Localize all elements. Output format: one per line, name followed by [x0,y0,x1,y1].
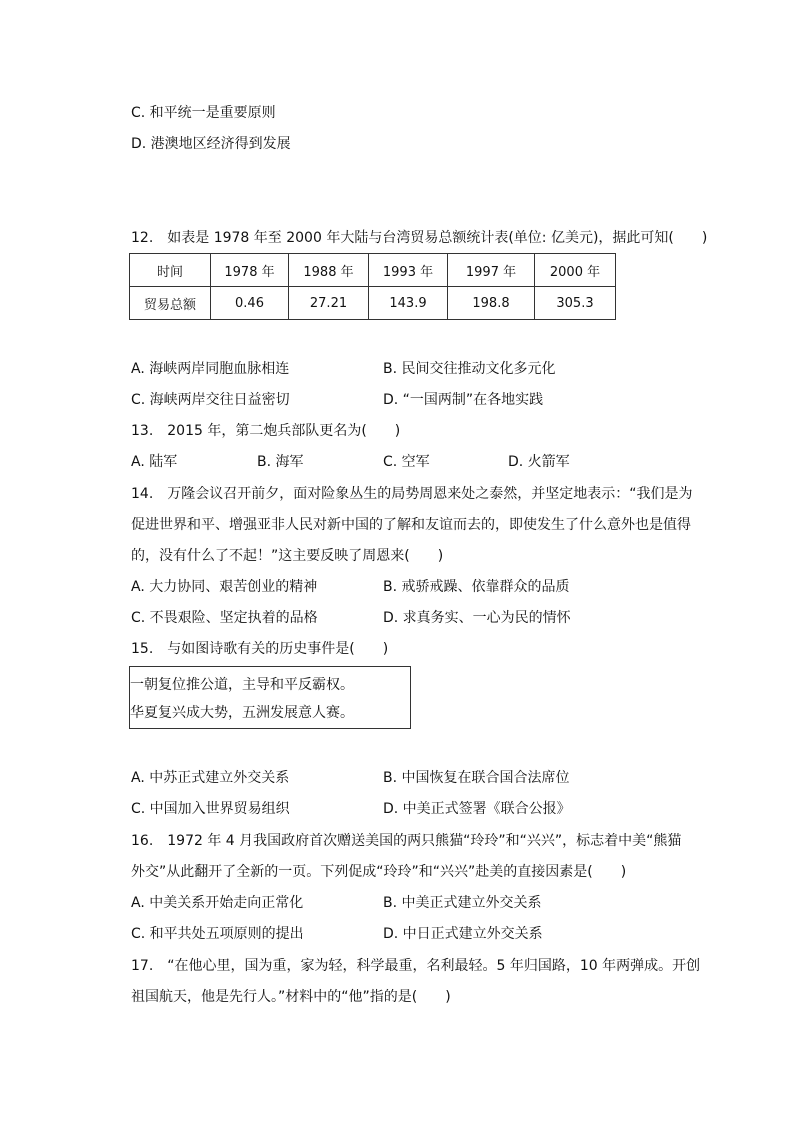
q16-option-a: A. 中美关系开始走向正常化 [131,895,304,911]
q13-option-a: A. 陆军 [131,454,178,470]
table-row [130,287,616,320]
table-header-cell: 1988 年 [289,254,369,287]
q13-option-c: C. 空军 [383,454,430,470]
table-header-cell: 1978 年 [211,254,289,287]
q12-stem: 12. 如表是 1978 年至 2000 年大陆与台湾贸易总额统计表(单位: 亿美元)，据此可知( ) [131,230,708,246]
q14-option-c: C. 不畏艰险、坚定执着的品格 [131,610,318,626]
q14-stem-line3: 的，没有什么了不起！”这主要反映了周恩来( ) [131,548,444,564]
q12-option-a: A. 海峡两岸同胞血脉相连 [131,361,290,377]
table-cell: 贸易总额 [130,287,211,320]
q15-option-c: C. 中国加入世界贸易组织 [131,801,290,817]
q14-option-d: D. 求真务实、一心为民的情怀 [383,610,571,626]
q17-stem-line1: 17. “在他心里，国为重，家为轻，科学最重，名利最轻。5 年归国路，10 年两弹成。开创 [131,958,701,974]
table-cell: 198.8 [448,287,535,320]
q12-option-d: D. “一国两制”在各地实践 [383,392,544,408]
q14-option-b: B. 戒骄戒躁、依靠群众的品质 [383,579,570,595]
trade-table [129,253,616,320]
q15-option-b: B. 中国恢复在联合国合法席位 [383,770,570,786]
q14-stem-line1: 14. 万隆会议召开前夕，面对险象丛生的局势周恩来处之泰然，并坚定地表示：“我们是为 [131,486,693,502]
q15-stem: 15. 与如图诗歌有关的历史事件是( ) [131,641,389,657]
table-header-cell: 2000 年 [535,254,616,287]
table-header-cell: 1997 年 [448,254,535,287]
table-header-cell: 1993 年 [369,254,448,287]
table-cell: 0.46 [211,287,289,320]
q13-stem: 13. 2015 年，第二炮兵部队更名为( ) [131,423,401,439]
q17-stem-line2: 祖国航天，他是先行人。”材料中的“他”指的是( ) [131,989,451,1005]
poem-line-1: 一朝复位推公道，主导和平反霸权。 [130,677,354,693]
q12-option-b: B. 民间交往推动文化多元化 [383,361,556,377]
q16-option-b: B. 中美正式建立外交关系 [383,895,542,911]
poem-box [129,666,411,729]
q15-option-d: D. 中美正式签署《联合公报》 [383,801,571,817]
q16-stem-line1: 16. 1972 年 4 月我国政府首次赠送美国的两只熊猫“玲玲”和“兴兴”，标志着中美“熊猫 [131,833,682,849]
q16-option-d: D. 中日正式建立外交关系 [383,926,543,942]
q15-option-a: A. 中苏正式建立外交关系 [131,770,290,786]
q16-option-c: C. 和平共处五项原则的提出 [131,926,304,942]
table-cell: 143.9 [369,287,448,320]
table-row [130,254,616,287]
table-cell: 305.3 [535,287,616,320]
table-cell: 27.21 [289,287,369,320]
q14-stem-line2: 促进世界和平、增强亚非人民对新中国的了解和友谊而去的，即使发生了什么意外也是值得 [131,517,691,533]
poem-line-2: 华夏复兴成大势，五洲发展意人赛。 [130,705,354,721]
q14-option-a: A. 大力协同、艰苦创业的精神 [131,579,318,595]
q12-option-c: C. 海峡两岸交往日益密切 [131,392,290,408]
q11-option-c: C. 和平统一是重要原则 [131,105,276,121]
q13-option-b: B. 海军 [257,454,304,470]
q16-stem-line2: 外交”从此翻开了全新的一页。下列促成“玲玲”和“兴兴”赴美的直接因素是( ) [131,864,627,880]
q13-option-d: D. 火箭军 [508,454,570,470]
q11-option-d: D. 港澳地区经济得到发展 [131,136,291,152]
table-header-cell: 时间 [130,254,211,287]
